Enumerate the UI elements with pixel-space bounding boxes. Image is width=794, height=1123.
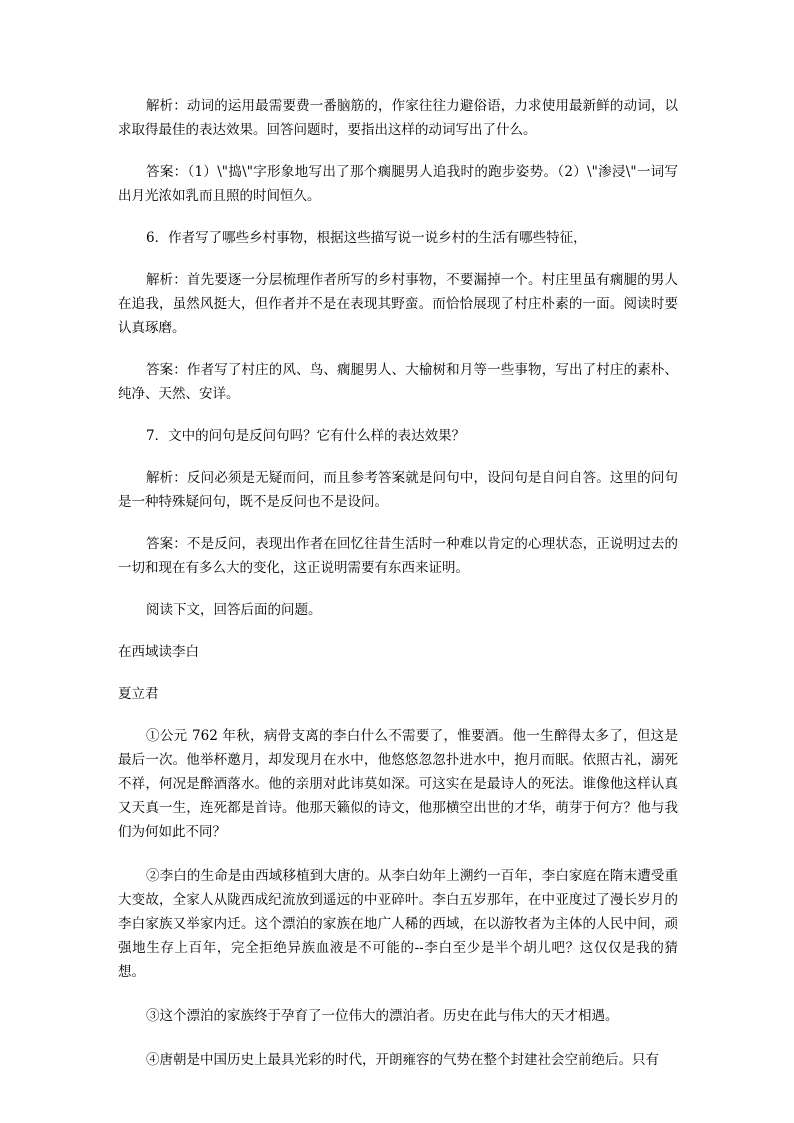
analysis-paragraph-verbs: 解析：动词的运用最需要费一番脑筋的，作家往往力避俗语，力求使用最新鲜的动词，以求取得最佳的表达效果。回答问题时，要指出这样的动词写出了什么。	[118, 98, 678, 138]
reading-instruction: 阅读下文，回答后面的问题。	[146, 602, 322, 618]
question-7: 7．文中的问句是反问句吗？它有什么样的表达效果？	[146, 428, 466, 444]
answer-paragraph-verbs: 答案：（1）\"捣\"字形象地写出了那个瘸腿男人追我时的跑步姿势。（2）\"渗浸\"一词写出月光浓如乳而且照的时间恒久。	[118, 164, 678, 204]
article-paragraph-2: ②李白的生命是由西域移植到大唐的。从李白幼年上溯约一百年，李白家庭在隋末遭受重大变故，全家人从陇西成纪流放到遥远的中亚碎叶。李白五岁那年，在中亚度过了漫长岁月的李白家族又举家内迁。这个漂泊的家族在地广人稀的西域，在以游牧者为主体的人民中间，顽强地生存上百年，完全拒绝异族血液是不可能的--李白至少是半个胡儿吧？这仅仅是我的猜想。	[118, 868, 678, 980]
question-6: 6．作者写了哪些乡村事物，根据这些描写说一说乡村的生活有哪些特征，	[146, 230, 587, 246]
article-title: 在西域读李白	[118, 644, 199, 660]
article-paragraph-4: ④唐朝是中国历史上最具光彩的时代，开朗雍容的气势在整个封建社会空前绝后。只有	[146, 1052, 659, 1068]
article-paragraph-3: ③这个漂泊的家族终于孕育了一位伟大的漂泊者。历史在此与伟大的天才相遇。	[146, 1008, 619, 1024]
answer-paragraph-q7: 答案：不是反问，表现出作者在回忆往昔生活时一种难以肯定的心理状态，正说明过去的一切和现在有多么大的变化，这正说明需要有东西来证明。	[118, 536, 678, 576]
answer-paragraph-q6: 答案：作者写了村庄的风、鸟、瘸腿男人、大榆树和月等一些事物，写出了村庄的素朴、纯净、天然、安详。	[118, 362, 678, 402]
analysis-paragraph-q7: 解析：反问必须是无疑而问，而且参考答案就是问句中，设问句是自问自答。这里的问句是一种特殊疑问句，既不是反问也不是设问。	[118, 470, 678, 510]
analysis-paragraph-q6: 解析：首先要逐一分层梳理作者所写的乡村事物，不要漏掉一个。村庄里虽有瘸腿的男人在追我，虽然风挺大，但作者并不是在表现其野蛮。而恰恰展现了村庄朴素的一面。阅读时要认真琢磨。	[118, 272, 678, 336]
document-page	[118, 94, 678, 1072]
article-author: 夏立君	[118, 686, 159, 702]
article-paragraph-1: ①公元 762 年秋，病骨支离的李白什么不需要了，惟要酒。他一生醉得太多了，但这是最后一次。他举杯邀月，却发现月在水中，他悠悠忽忽扑进水中，抱月而眠。依照古礼，溺死不祥，何况是醉酒落水。他的亲朋对此讳莫如深。可这实在是最诗人的死法。谁像他这样认真又天真一生，连死都是首诗。他那天籁似的诗文，他那横空出世的才华，萌芽于何方？他与我们为何如此不同？	[118, 728, 678, 840]
